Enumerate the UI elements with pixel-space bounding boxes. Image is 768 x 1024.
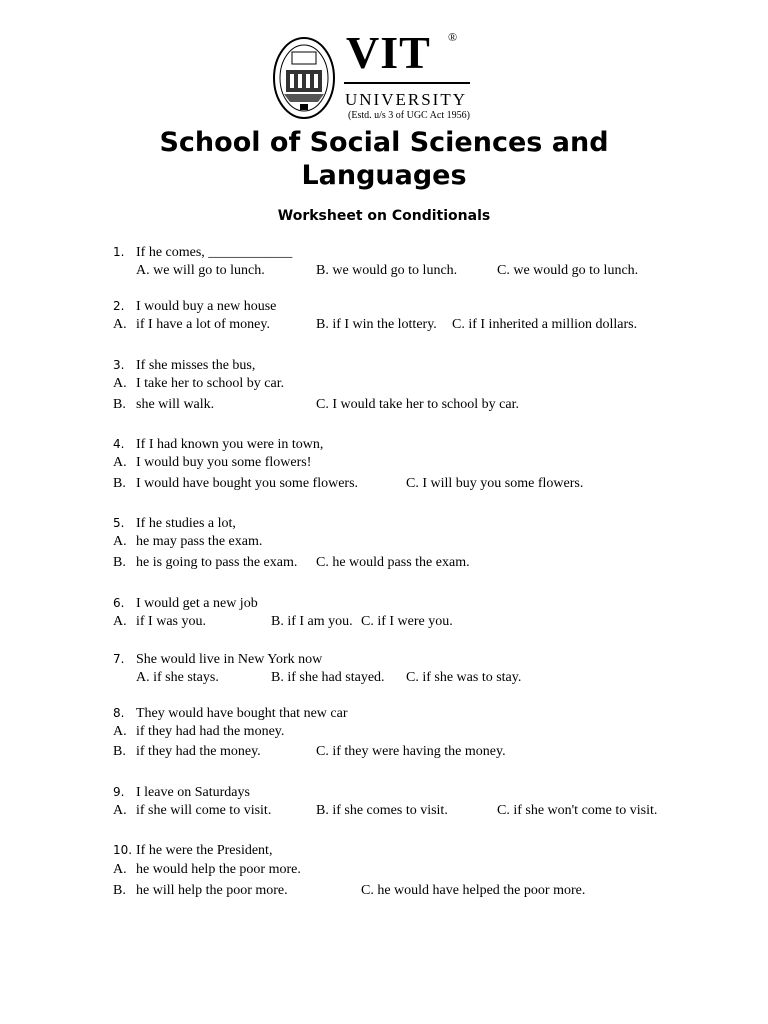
option-letter: A. bbox=[113, 455, 127, 470]
answer-option[interactable]: if they had the money. bbox=[136, 744, 261, 759]
question-number: 7. bbox=[113, 652, 125, 666]
option-letter: A. bbox=[113, 534, 127, 549]
option-letter: B. bbox=[113, 476, 126, 491]
question-prompt: If he comes, ____________ bbox=[136, 245, 293, 260]
answer-option[interactable]: A. we will go to lunch. bbox=[136, 263, 265, 278]
answer-option[interactable]: C. he would pass the exam. bbox=[316, 555, 470, 570]
option-letter: B. bbox=[113, 397, 126, 412]
answer-option[interactable]: B. if she comes to visit. bbox=[316, 803, 448, 818]
answer-option[interactable]: he is going to pass the exam. bbox=[136, 555, 298, 570]
answer-option[interactable]: I take her to school by car. bbox=[136, 376, 285, 391]
option-letter: B. bbox=[113, 555, 126, 570]
option-letter: A. bbox=[113, 803, 127, 818]
answer-option[interactable]: if they had had the money. bbox=[136, 724, 285, 739]
option-letter: A. bbox=[113, 724, 127, 739]
answer-option[interactable]: I would have bought you some flowers. bbox=[136, 476, 359, 491]
option-letter: A. bbox=[113, 614, 127, 629]
question-number: 2. bbox=[113, 299, 125, 313]
option-letter: A. bbox=[113, 862, 127, 877]
answer-option[interactable]: C. if I inherited a million dollars. bbox=[452, 317, 638, 332]
registered-mark: ® bbox=[448, 30, 458, 44]
question-prompt: If he were the President, bbox=[136, 843, 273, 858]
answer-option[interactable]: C. if I were you. bbox=[361, 614, 453, 629]
question-number: 6. bbox=[113, 596, 125, 610]
university-header bbox=[270, 27, 480, 122]
worksheet-subtitle: Worksheet on Conditionals bbox=[277, 208, 491, 224]
answer-option[interactable]: A. if she stays. bbox=[136, 670, 219, 685]
answer-option[interactable]: C. if she won't come to visit. bbox=[497, 803, 658, 818]
question-prompt: If he studies a lot, bbox=[136, 516, 236, 531]
question-prompt: If she misses the bus, bbox=[136, 358, 256, 373]
question-number: 1. bbox=[113, 245, 125, 259]
option-letter: A. bbox=[113, 317, 127, 332]
answer-option[interactable]: if she will come to visit. bbox=[136, 803, 272, 818]
answer-option[interactable]: B. if she had stayed. bbox=[271, 670, 385, 685]
answer-option[interactable]: C. if they were having the money. bbox=[316, 744, 506, 759]
answer-option[interactable]: if I was you. bbox=[136, 614, 206, 629]
question-prompt: I would get a new job bbox=[136, 596, 258, 611]
question-number: 10. bbox=[113, 843, 133, 857]
option-letter: B. bbox=[113, 744, 126, 759]
answer-option[interactable]: she will walk. bbox=[136, 397, 215, 412]
brand-subtitle: UNIVERSITY bbox=[345, 90, 467, 109]
answer-option[interactable]: I would buy you some flowers! bbox=[136, 455, 312, 470]
question-number: 8. bbox=[113, 706, 125, 720]
question-prompt: I leave on Saturdays bbox=[136, 785, 250, 800]
answer-option[interactable]: he would help the poor more. bbox=[136, 862, 301, 877]
answer-option[interactable]: C. he would have helped the poor more. bbox=[361, 883, 586, 898]
question-number: 9. bbox=[113, 785, 125, 799]
answer-option[interactable]: B. if I win the lottery. bbox=[316, 317, 437, 332]
answer-option[interactable]: if I have a lot of money. bbox=[136, 317, 270, 332]
answer-option[interactable]: B. if I am you. bbox=[271, 614, 353, 629]
option-letter: A. bbox=[113, 376, 127, 391]
answer-option[interactable]: C. I will buy you some flowers. bbox=[406, 476, 584, 491]
answer-option[interactable]: C. if she was to stay. bbox=[406, 670, 522, 685]
answer-option[interactable]: C. we would go to lunch. bbox=[497, 263, 639, 278]
answer-option[interactable]: B. we would go to lunch. bbox=[316, 263, 458, 278]
option-letter: B. bbox=[113, 883, 126, 898]
question-prompt: I would buy a new house bbox=[136, 299, 277, 314]
answer-option[interactable]: he may pass the exam. bbox=[136, 534, 263, 549]
university-seal-logo bbox=[272, 36, 336, 120]
answer-option[interactable]: C. I would take her to school by car. bbox=[316, 397, 519, 412]
brand-divider bbox=[344, 82, 470, 84]
question-prompt: She would live in New York now bbox=[136, 652, 323, 667]
question-prompt: They would have bought that new car bbox=[136, 706, 348, 721]
question-number: 3. bbox=[113, 358, 125, 372]
question-prompt: If I had known you were in town, bbox=[136, 437, 324, 452]
question-number: 4. bbox=[113, 437, 125, 451]
question-number: 5. bbox=[113, 516, 125, 530]
brand-name: VIT bbox=[346, 27, 431, 78]
answer-option[interactable]: he will help the poor more. bbox=[136, 883, 288, 898]
brand-established: (Estd. u/s 3 of UGC Act 1956) bbox=[348, 110, 470, 121]
page-title: School of Social Sciences and Languages bbox=[159, 127, 609, 191]
